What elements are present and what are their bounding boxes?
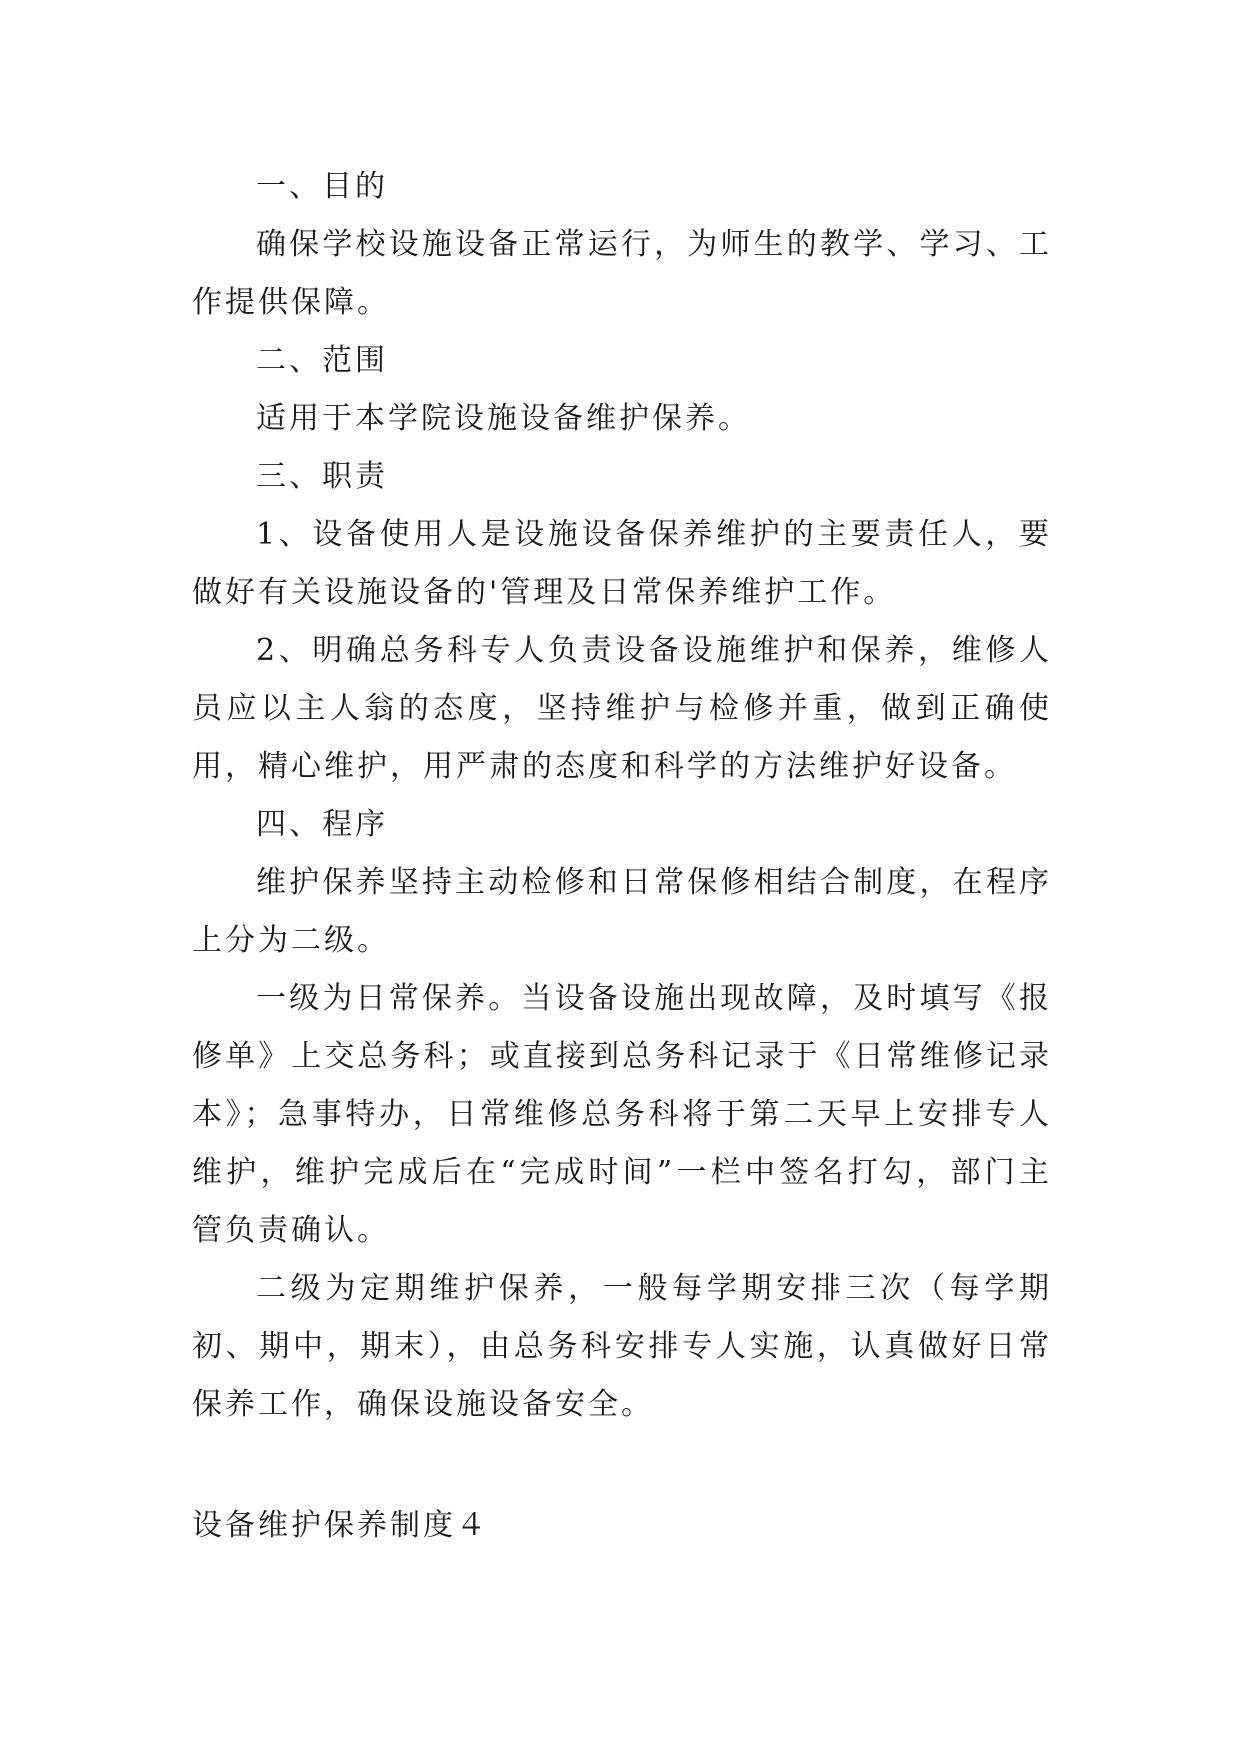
document-body xyxy=(192,158,1052,1434)
paragraph-purpose: 确保学校设施设备正常运行，为师生的教学、学习、工作提供保障。 xyxy=(192,227,1052,320)
paragraph-responsibility-1: 1、设备使用人是设施设备保养维护的主要责任人，要做好有关设施设备的'管理及日常保养维护工作。 xyxy=(192,517,1052,610)
paragraph-scope: 适用于本学院设施设备维护保养。 xyxy=(256,401,751,436)
heading-purpose: 一、目的 xyxy=(256,169,388,204)
heading-procedure: 四、程序 xyxy=(256,807,388,842)
heading-scope: 二、范围 xyxy=(256,343,388,378)
paragraph-procedure-intro: 维护保养坚持主动检修和日常保修相结合制度，在程序上分为二级。 xyxy=(192,865,1052,958)
paragraph-procedure-level-2: 二级为定期维护保养，一般每学期安排三次（每学期初、期中，期末），由总务科安排专人实施，认真做好日常保养工作，确保设施设备安全。 xyxy=(192,1271,1052,1422)
paragraph-procedure-level-1: 一级为日常保养。当设备设施出现故障，及时填写《报修单》上交总务科；或直接到总务科记录于《日常维修记录本》；急事特办，日常维修总务科将于第二天早上安排专人维护，维护完成后在“完成时间”一栏中签名打勾，部门主管负责确认。 xyxy=(192,981,1052,1248)
next-section-title: 设备维护保养制度４ xyxy=(192,1508,489,1543)
paragraph-responsibility-2: 2、明确总务科专人负责设备设施维护和保养，维修人员应以主人翁的态度，坚持维护与检修并重，做到正确使用，精心维护，用严肃的态度和科学的方法维护好设备。 xyxy=(192,633,1052,784)
heading-responsibility: 三、职责 xyxy=(256,459,388,494)
